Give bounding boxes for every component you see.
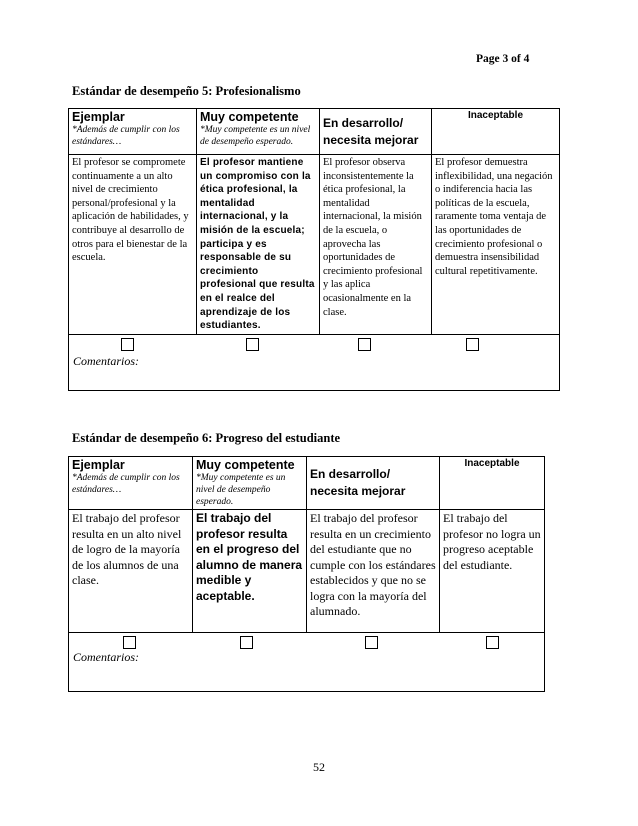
- header-en-desarrollo: [320, 109, 432, 155]
- descriptor-muy-competente: El profesor mantiene un compromiso con la ética profesional, la mentalidad internacional, y la misión de la escuela; participa y es responsable de su crecimiento profesional que resulta en el realce del aprendizaje de los estudiantes.: [197, 155, 320, 335]
- descriptor-ejemplar: El profesor se compromete continuamente a un alto nivel de crecimiento personal/profesional y la aplicación de habilidades, y contribuye al desarrollo de otros para el bienestar de la escuela.: [69, 155, 197, 335]
- header-ejemplar-label: Ejemplar: [72, 110, 125, 124]
- standard-5-rubric-table: [68, 108, 560, 391]
- descriptor-inaceptable: El trabajo del profesor no logra un progreso aceptable del estudiante.: [440, 510, 545, 633]
- header-ejemplar: [69, 457, 193, 510]
- checkbox-inaceptable[interactable]: [486, 636, 499, 649]
- checkbox-muy-competente[interactable]: [240, 636, 253, 649]
- comments-row: [69, 334, 560, 390]
- checkbox-inaceptable[interactable]: [466, 338, 479, 351]
- header-desarrollo-label: En desarrollo/ necesita mejorar: [310, 467, 406, 498]
- header-inaceptable: [432, 109, 560, 155]
- descriptor-muy-competente: El trabajo del profesor resulta en el progreso del alumno de manera medible y aceptable.: [193, 510, 307, 633]
- header-muy-label: Muy competente: [196, 458, 295, 472]
- checkbox-en-desarrollo[interactable]: [358, 338, 371, 351]
- standard-6-rubric-table: [68, 456, 545, 692]
- header-en-desarrollo: [307, 457, 440, 510]
- footer-page-number: 52: [313, 760, 325, 774]
- header-ejemplar-note: *Además de cumplir con los estándares…: [72, 125, 180, 147]
- header-inaceptable-label: Inaceptable: [467, 110, 524, 121]
- checkbox-ejemplar[interactable]: [121, 338, 134, 351]
- descriptor-inaceptable: El profesor demuestra inflexibilidad, una negación o indiferencia hacia las políticas de la escuela, raramente toma ventaja de las oportunidades de crecimiento profesional o demuestra insensibilidad cultural repetitivamente.: [432, 155, 560, 335]
- descriptor-en-desarrollo: El profesor observa inconsistentemente la ética profesional, la mentalidad internacional, la misión de la escuela, o aprovecha las oportunidades de crecimiento profesional y las aplica ocasionalmente en la clase.: [320, 155, 432, 335]
- header-inaceptable-label: Inaceptable: [464, 458, 520, 469]
- header-muy-note: *Muy competente es un nivel de desempeño esperado.: [196, 473, 286, 507]
- comments-label: Comentarios:: [73, 650, 139, 664]
- header-desarrollo-label: En desarrollo/ necesita mejorar: [323, 115, 419, 147]
- header-ejemplar-note: *Además de cumplir con los estándares…: [72, 473, 180, 495]
- header-inaceptable: [440, 457, 545, 510]
- standard-6-title: Estándar de desempeño 6: Progreso del estudiante: [72, 431, 341, 445]
- header-ejemplar: [69, 109, 197, 155]
- header-muy-note: *Muy competente es un nivel de desempeño esperado.: [200, 125, 311, 147]
- descriptor-ejemplar: El trabajo del profesor resulta en un alto nivel de logro de la mayoría de los alumnos de una clase.: [69, 510, 193, 633]
- checkbox-ejemplar[interactable]: [123, 636, 136, 649]
- header-muy-competente: [197, 109, 320, 155]
- header-muy-label: Muy competente: [200, 110, 299, 124]
- header-ejemplar-label: Ejemplar: [72, 458, 125, 472]
- comments-row: [69, 633, 545, 692]
- checkbox-muy-competente[interactable]: [246, 338, 259, 351]
- standard-5-title: Estándar de desempeño 5: Profesionalismo: [72, 84, 301, 98]
- header-muy-competente: [193, 457, 307, 510]
- descriptor-en-desarrollo: El trabajo del profesor resulta en un crecimiento del estudiante que no cumple con los estándares establecidos y que no se logra con la mayoría del alumnado.: [307, 510, 440, 633]
- checkbox-en-desarrollo[interactable]: [365, 636, 378, 649]
- comments-label: Comentarios:: [73, 353, 139, 368]
- page-label: Page 3 of 4: [476, 53, 530, 65]
